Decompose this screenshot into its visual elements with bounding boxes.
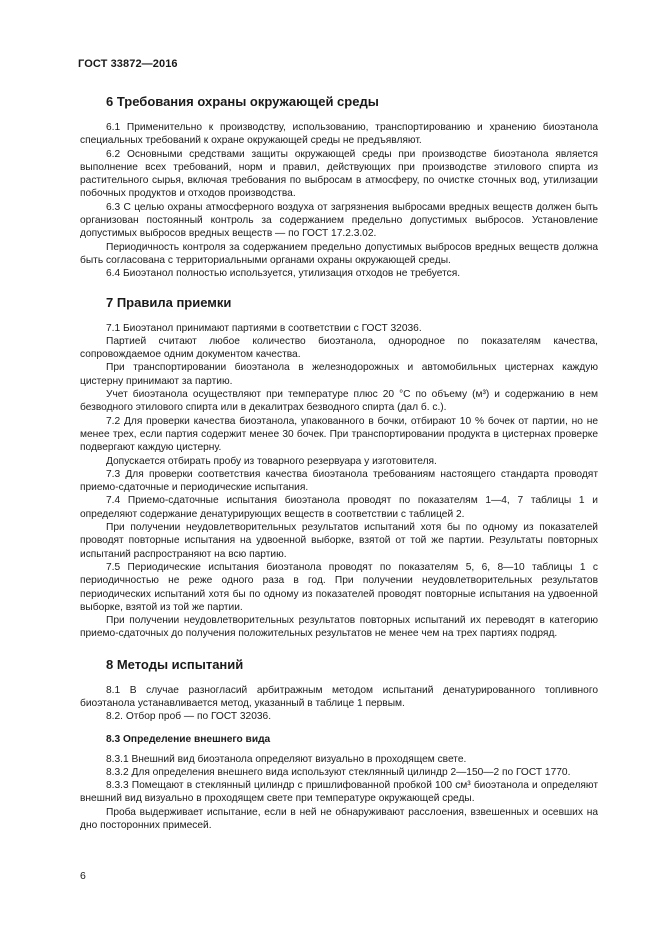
paragraph: 7.4 Приемо-сдаточные испытания биоэтанола проводят по показателям 1—4, 7 таблицы 1 и определяют содержание денатурирующих веществ в соответствии с таблицей 2. xyxy=(80,495,598,520)
paragraph: 7.3 Для проверки соответствия качества биоэтанола требованиям настоящего стандарта проводят приемо-сдаточные и периодические испытания. xyxy=(80,468,598,494)
paragraph: При получении неудовлетворительных результатов повторных испытаний их переводят в категорию приемо-сдаточных до получения положительных результатов не менее чем на трех партиях подряд. xyxy=(80,615,598,640)
paragraph: 8.2. Отбор проб — по ГОСТ 32036. xyxy=(106,711,272,723)
paragraph: Периодичность контроля за содержанием предельно допустимых выбросов вредных веществ должна быть согласована с территориальными органами охраны окружающей среды. xyxy=(80,241,598,266)
paragraph: 7.2 Для проверки качества биоэтанола, упакованного в бочки, отбирают 10 % бочек от партии, но не менее трех, если партия содержит менее 30 бочек. При транспортировании продукта в цистернах проверке подвергают каждую цистерну. xyxy=(80,415,598,454)
paragraph: 6.4 Биоэтанол полностью используется, утилизация отходов не требуется. xyxy=(106,268,461,280)
paragraph: 8.1 В случае разногласий арбитражным методом испытаний денатурированного топливного биоэтанола устанавливается метод, указанный в таблице 1 первым. xyxy=(80,684,598,709)
paragraph: При получении неудовлетворительных результатов испытаний хотя бы по одному из показателей проводят повторные испытания на удвоенной выборке, взятой от той же партии. Результаты повторных испытаний распространяют на всю партию. xyxy=(80,522,598,560)
section-6-title: 6 Требования охраны окружающей среды xyxy=(106,94,379,109)
paragraph: 6.3 С целью охраны атмосферного воздуха от загрязнения выбросами вредных веществ должен быть организован постоянный контроль за содержанием предельно допустимых выбросов. Установление допустимых выбросов вредных веществ — по ГОСТ 17.2.3.02. xyxy=(80,201,598,240)
subsection-8-3-title: 8.3 Определение внешнего вида xyxy=(106,733,271,745)
paragraph: Партией считают любое количество биоэтанола, однородное по показателям качества, сопровождаемое одним документом качества. xyxy=(80,335,598,361)
paragraph: Проба выдерживает испытание, если в ней не обнаруживают расслоения, взвешенных и осевших на дно посторонних примесей. xyxy=(80,806,598,832)
paragraph: Учет биоэтанола осуществляют при температуре плюс 20 °С по объему (м³) и содержанию в нем безводного этилового спирта или в декалитрах безводного спирта (дал б. с.). xyxy=(80,389,598,414)
paragraph: 8.3.3 Помещают в стеклянный цилиндр с пришлифованной пробкой 100 см³ биоэтанола и определяют внешний вид визуально в проходящем свете при температуре окружающей среды. xyxy=(80,780,598,805)
page-number: 6 xyxy=(80,870,86,882)
paragraph: 8.3.2 Для определения внешнего вида используют стеклянный цилиндр 2—150—2 по ГОСТ 1770. xyxy=(106,766,571,778)
paragraph: 6.2 Основными средствами защиты окружающей среды при производстве биоэтанола является выполнение всех требований, норм и правил, действующих при производстве этилового спирта из растительного сырья, включая требования по выбросам в атмосферу, по очистке сточных вод, утилизации побочных продуктов и отходов производства. xyxy=(80,148,598,200)
paragraph: 7.5 Периодические испытания биоэтанола проводят по показателям 5, 6, 8—10 таблицы 1 с периодичностью не реже одного раза в год. При получении неудовлетворительных результатов периодических испытаний хотя бы по одному из показателей проводят повторные испытания на удвоенной выборке, взятой из той же партии. xyxy=(80,561,598,613)
section-8-title: 8 Методы испытаний xyxy=(106,656,244,672)
document-body xyxy=(80,88,598,832)
document-code-header: ГОСТ 33872—2016 xyxy=(78,58,178,70)
section-7-title: 7 Правила приемки xyxy=(106,294,232,310)
paragraph: 6.1 Применительно к производству, использованию, транспортированию и хранению биоэтанола специальных требований к охране окружающей среды не предъявляют. xyxy=(80,122,598,147)
paragraph: 8.3.1 Внешний вид биоэтанола определяют визуально в проходящем свете. xyxy=(106,753,467,765)
paragraph: Допускается отбирать пробу из товарного резервуара у изготовителя. xyxy=(106,455,437,467)
paragraph: При транспортировании биоэтанола в железнодорожных и автомобильных цистернах каждую цистерну принимают за партию. xyxy=(80,362,598,387)
paragraph: 7.1 Биоэтанол принимают партиями в соответствии с ГОСТ 32036. xyxy=(106,322,422,334)
